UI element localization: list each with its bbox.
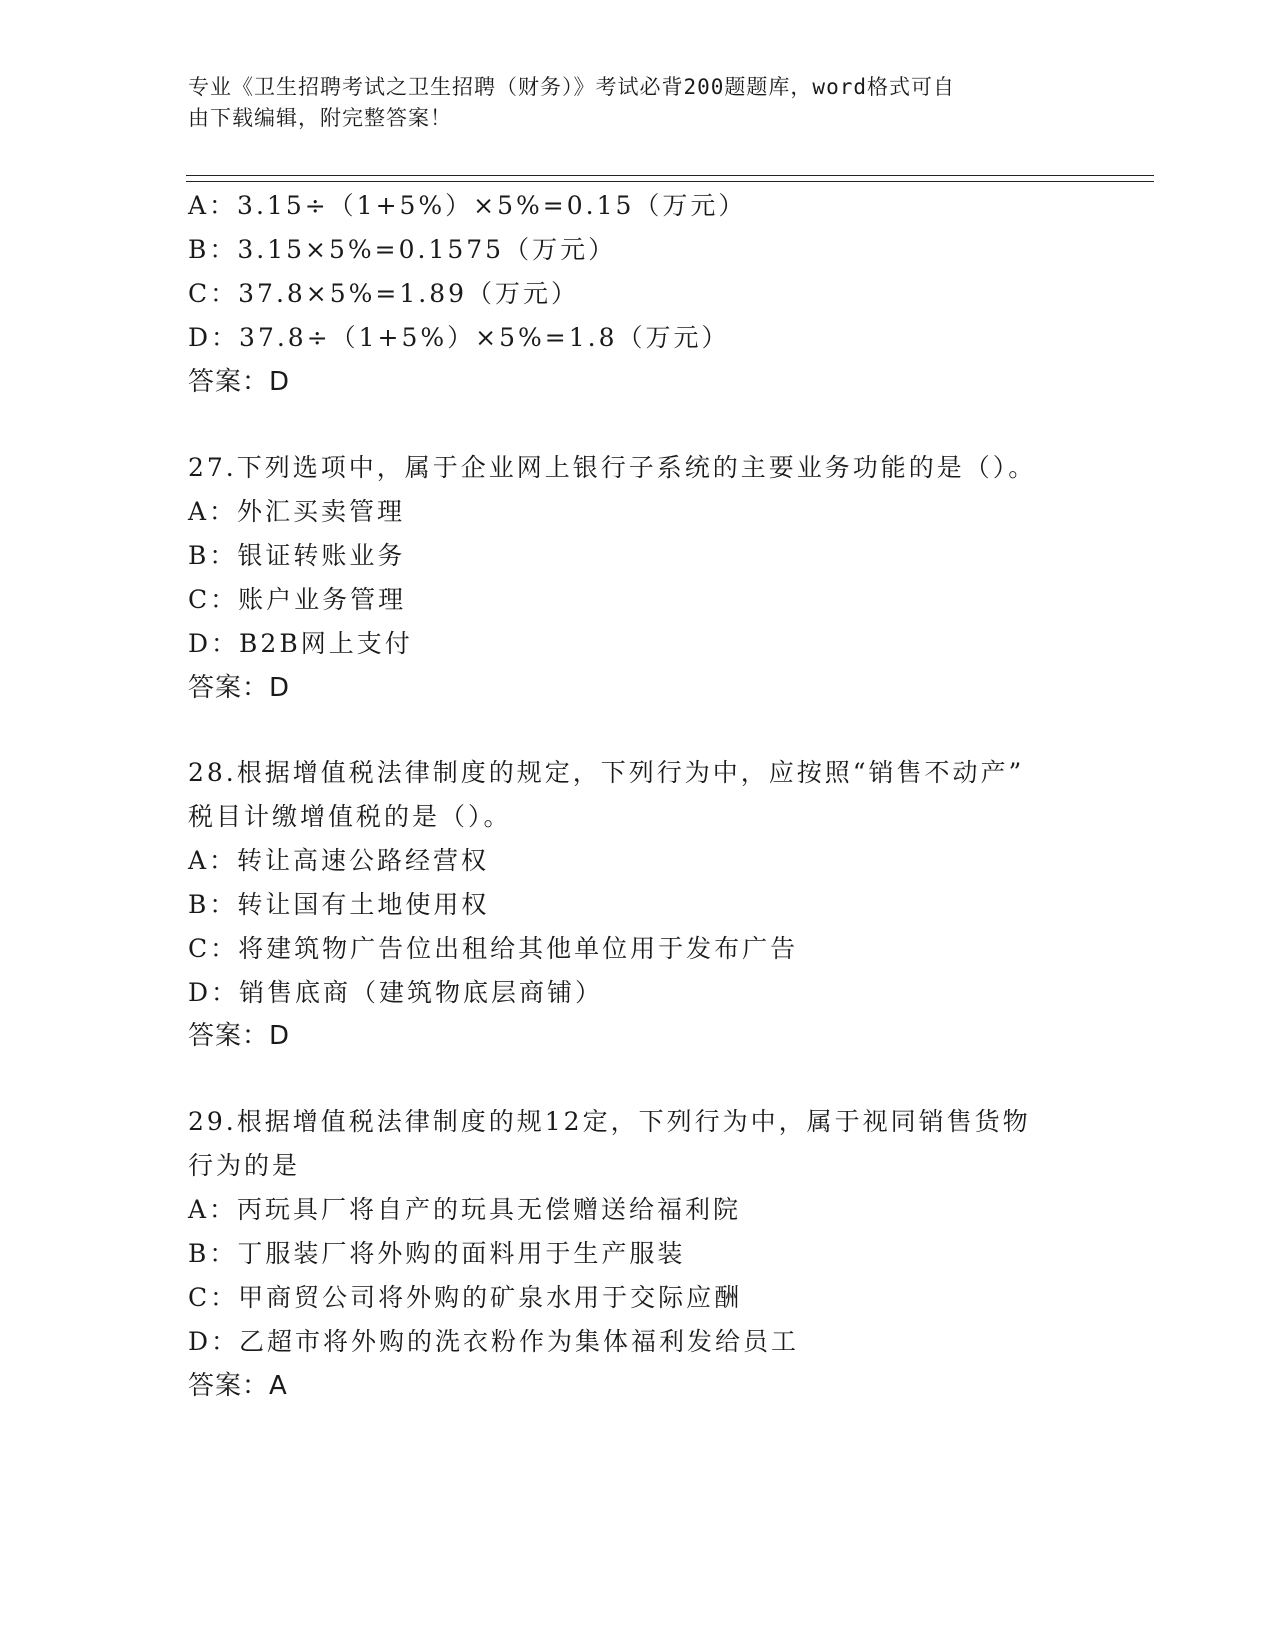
q28-stem-line-2: 税目计缴增值税的是（）。: [188, 802, 512, 831]
q27-option-b: B：银证转账业务: [188, 541, 406, 570]
header-rule-bottom: [186, 181, 1154, 182]
q28-option-b: B：转让国有土地使用权: [188, 890, 490, 919]
q26-option-c: C：37.8×5%=1.89（万元）: [188, 279, 580, 308]
q26-option-d: D：37.8÷（1+5%）×5%=1.8（万元）: [188, 323, 730, 352]
q29-option-b: B：丁服装厂将外购的面料用于生产服装: [188, 1239, 686, 1268]
q29-option-d: D：乙超市将外购的洗衣粉作为集体福利发给员工: [188, 1327, 800, 1356]
q29-option-a: A：丙玩具厂将自产的玩具无偿赠送给福利院: [188, 1195, 742, 1224]
q27-stem-line-1: 27.下列选项中，属于企业网上银行子系统的主要业务功能的是（）。: [188, 453, 1037, 482]
q26-option-a: A：3.15÷（1+5%）×5%=0.15（万元）: [188, 191, 747, 220]
q28-answer: 答案：D: [188, 1021, 291, 1051]
q28-option-a: A：转让高速公路经营权: [188, 846, 490, 875]
q28-option-d: D：销售底商（建筑物底层商铺）: [188, 978, 604, 1007]
q28-stem-line-1: 28.根据增值税法律制度的规定，下列行为中，应按照“销售不动产”: [188, 758, 1025, 787]
q26-answer: 答案：D: [188, 367, 291, 397]
document-header: [188, 72, 1068, 134]
q29-answer: 答案：A: [188, 1371, 288, 1401]
header-line-2: 由下载编辑，附完整答案！: [188, 106, 452, 130]
q29-stem-line-2: 行为的是: [188, 1151, 301, 1180]
header-rule-top: [186, 175, 1154, 176]
q27-option-c: C：账户业务管理: [188, 585, 407, 614]
q27-option-a: A：外汇买卖管理: [188, 497, 406, 526]
q27-answer: 答案：D: [188, 673, 291, 703]
header-line-1: 专业《卫生招聘考试之卫生招聘（财务）》考试必背200题题库，word格式可自: [188, 75, 955, 99]
q29-stem-line-1: 29.根据增值税法律制度的规12定，下列行为中，属于视同销售货物: [188, 1107, 1031, 1136]
q29-option-c: C：甲商贸公司将外购的矿泉水用于交际应酬: [188, 1283, 743, 1312]
q26-option-b: B：3.15×5%=0.1575（万元）: [188, 235, 617, 264]
q28-option-c: C：将建筑物广告位出租给其他单位用于发布广告: [188, 934, 799, 963]
q27-option-d: D：B2B网上支付: [188, 629, 413, 658]
